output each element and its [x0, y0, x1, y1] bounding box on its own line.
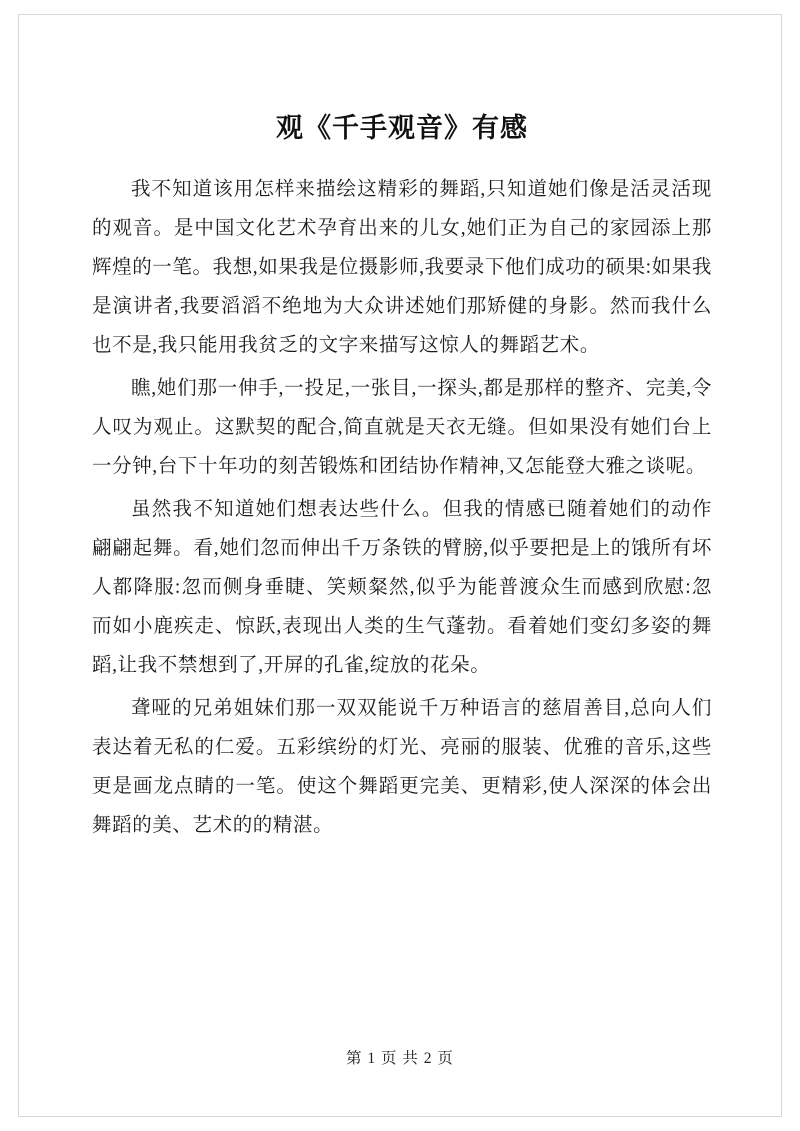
paragraph-2: 瞧,她们那一伸手,一投足,一张目,一探头,都是那样的整齐、完美,令人叹为观止。这默契的配合,简直就是天衣无缝。但如果没有她们台上一分钟,台下十年功的刻苦锻炼和团结协作精神,又怎能登大雅之谈呢。	[92, 377, 712, 477]
document-body	[92, 110, 712, 849]
page-title: 观《千手观音》有感	[276, 113, 528, 143]
paragraph-4: 聋哑的兄弟姐妹们那一双双能说千万种语言的慈眉善目,总向人们表达着无私的仁爱。五彩缤纷的灯光、亮丽的服装、优雅的音乐,这些更是画龙点睛的一笔。使这个舞蹈更完美、更精彩,使人深深的体会出舞蹈的美、艺术的的精湛。	[92, 697, 712, 836]
paragraph-3: 虽然我不知道她们想表达些什么。但我的情感已随着她们的动作翩翩起舞。看,她们忽而伸出千万条铁的臂膀,似乎要把是上的饿所有坏人都降服:忽而侧身垂睫、笑颊粲然,似乎为能普渡众生而感到欣慰:忽而如小鹿疾走、惊跃,表现出人类的生气蓬勃。看着她们变幻多姿的舞蹈,让我不禁想到了,开屏的孔雀,绽放的花朵。	[92, 498, 712, 676]
paragraph-1: 我不知道该用怎样来描绘这精彩的舞蹈,只知道她们像是活灵活现的观音。是中国文化艺术孕育出来的儿女,她们正为自己的家园添上那辉煌的一笔。我想,如果我是位摄影师,我要录下他们成功的硕果:如果我是演讲者,我要滔滔不绝地为大众讲述她们那矫健的身影。然而我什么也不是,我只能用我贫乏的文字来描写这惊人的舞蹈艺术。	[92, 178, 712, 356]
page-footer: 第 1 页 共 2 页	[346, 1050, 454, 1067]
